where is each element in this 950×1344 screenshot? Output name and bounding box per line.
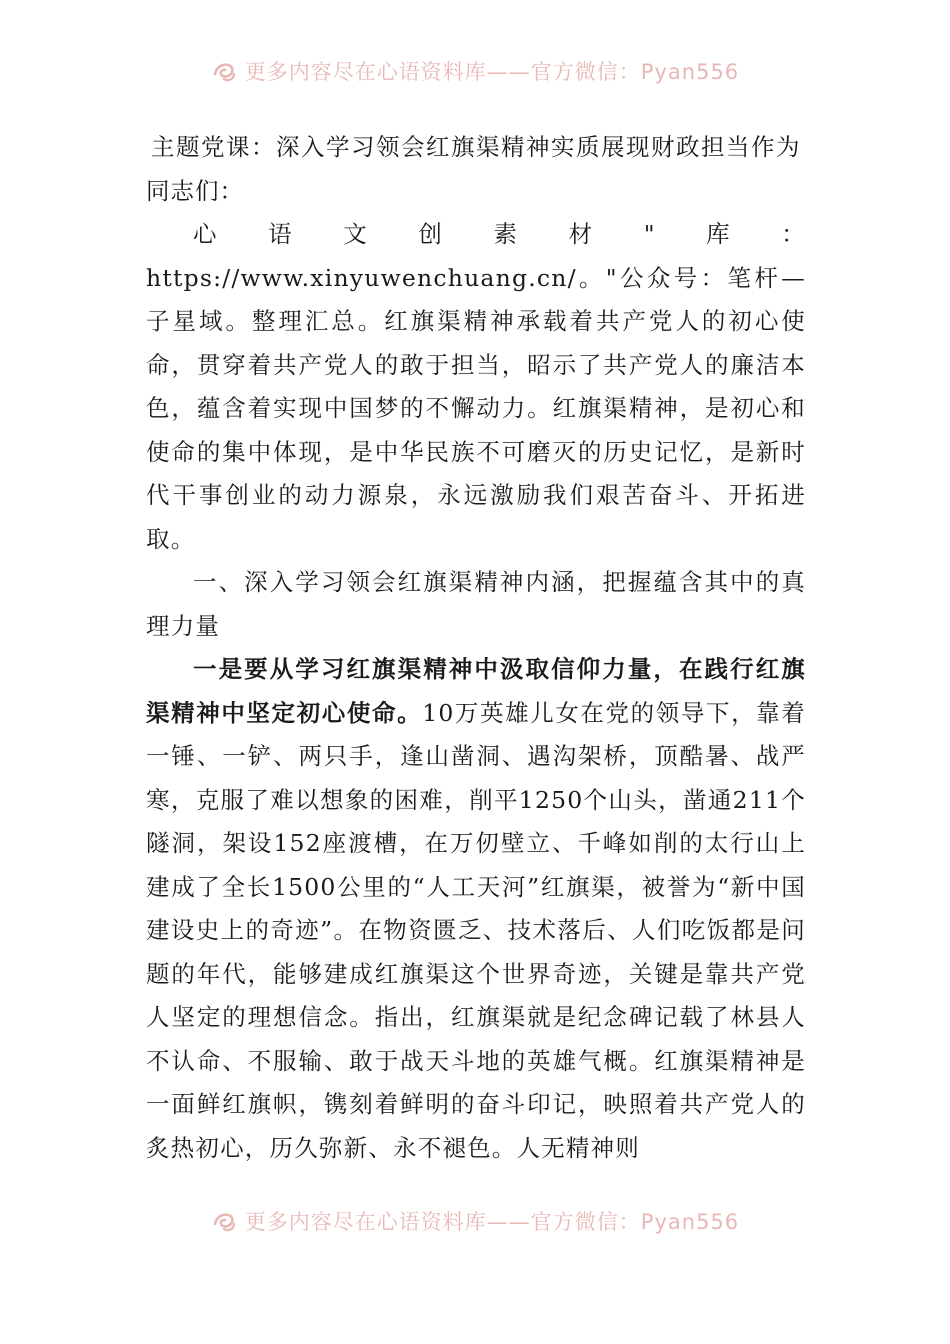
intro-source-text: 心语文创素材"库：https://www.xinyuwenchuang.cn/。"公众号：笔杆—子星域。整理汇总。 (146, 220, 806, 335)
section-1-heading: 一、深入学习领会红旗渠精神内涵，把握蕴含其中的真理力量 (146, 568, 806, 640)
swirl-logo-icon (211, 1208, 237, 1234)
intro-body-text: 红旗渠精神承载着共产党人的初心使命，贯穿着共产党人的敢于担当，昭示了共产党人的廉洁本色，蕴含着实现中国梦的不懈动力。红旗渠精神，是初心和使命的集中体现，是中华民族不可磨灭的历史记忆，是新时代干事创业的动力源泉，永远激励我们艰苦奋斗、开拓进取。 (146, 307, 806, 553)
watermark-text: 更多内容尽在心语资料库——官方微信：Pyan556 (244, 60, 740, 84)
point-1-paragraph (146, 648, 806, 1170)
footer-watermark (0, 1205, 950, 1235)
swirl-logo-icon (211, 58, 237, 84)
header-watermark (0, 55, 950, 85)
watermark-text: 更多内容尽在心语资料库——官方微信：Pyan556 (244, 1210, 740, 1234)
document-title: 主题党课：深入学习领会红旗渠精神实质展现财政担当作为 (151, 133, 801, 161)
intro-paragraph (146, 213, 806, 561)
document-body (146, 126, 806, 1170)
point-1-body: 10万英雄儿女在党的领导下，靠着一锤、一铲、两只手，逢山凿洞、遇沟架桥，顶酷暑、战严寒，克服了难以想象的困难，削平1250个山头，凿通211个隧洞，架设152座渡槽，在万仞壁立、千峰如削的太行山上建成了全长1500公里的“人工天河”红旗渠，被誉为“新中国建设史上的奇迹”。在物资匮乏、技术落后、人们吃饭都是问题的年代，能够建成红旗渠这个世界奇迹，关键是靠共产党人坚定的理想信念。指出，红旗渠就是纪念碑记载了林县人不认命、不服输、敢于战天斗地的英雄气概。红旗渠精神是一面鲜红旗帜，镌刻着鲜明的奋斗印记，映照着共产党人的炙热初心，历久弥新、永不褪色。人无精神则 (146, 698, 806, 1162)
salutation: 同志们： (146, 176, 244, 205)
point-1-lead: 一是要从学习红旗渠精神中汲取信仰力量，在践行红旗渠精神中坚定初心使命。 (146, 655, 806, 727)
